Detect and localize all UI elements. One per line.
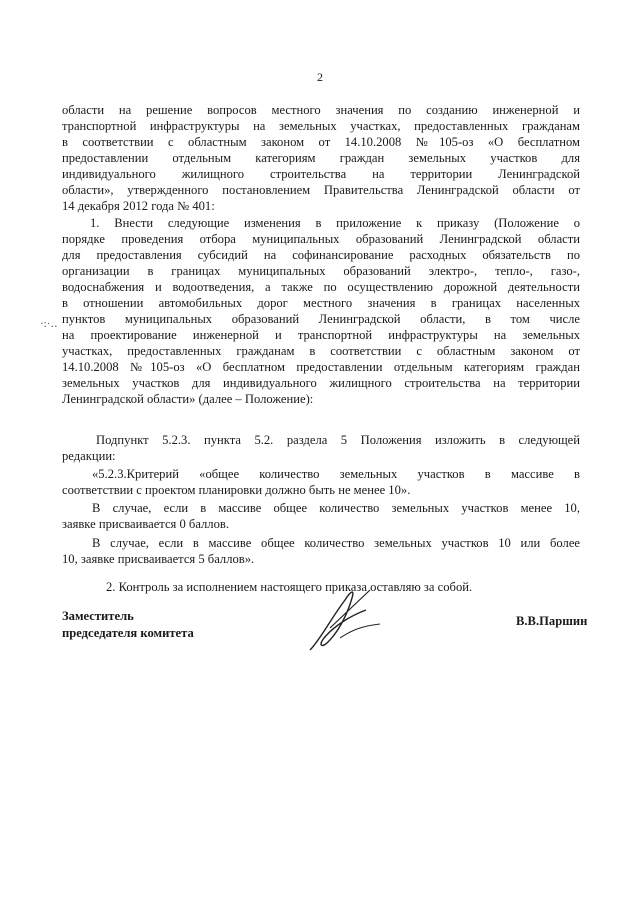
page-number: 2 (317, 70, 323, 84)
text-line: для предоставления субсидий на софинансирование расходных обязательств по (62, 248, 580, 262)
signer-title-line1: Заместитель (62, 609, 134, 623)
text-line: участках, предоставленных гражданам в соответствии с областным законом от (62, 344, 580, 358)
text-line: организации в границах муниципальных образований электро-, тепло-, газо-, (62, 264, 580, 278)
text-line: индивидуального жилищного строительства на территории Ленинградской (62, 167, 580, 181)
text-line: заявке присваивается 0 баллов. (62, 517, 229, 531)
margin-mark: ·:·‥ (40, 318, 58, 330)
signer-title (62, 608, 194, 642)
text-line: редакции: (62, 449, 116, 463)
text-line: В случае, если в массиве общее количество земельных участков 10 или более (92, 536, 580, 550)
text-line: 1. Внести следующие изменения в приложение к приказу (Положение о (90, 216, 580, 230)
text-line: Подпункт 5.2.3. пункта 5.2. раздела 5 Положения изложить в следующей (96, 433, 580, 447)
text-line: транспортной инфраструктуры на земельных участках, предоставленных гражданам (62, 119, 580, 133)
text-line: порядке проведения отбора муниципальных образований Ленинградской области (62, 232, 580, 246)
text-line: В случае, если в массиве общее количество земельных участков менее 10, (92, 501, 580, 515)
text-line: 10, заявке присваивается 5 баллов». (62, 552, 255, 566)
text-line: «5.2.3.Критерий «общее количество земельных участков в массиве в (92, 467, 580, 481)
text-line: в отношении автомобильных дорог местного значения в границах населенных (62, 296, 580, 310)
text-line: земельных участков для индивидуального жилищного строительства на территории (62, 376, 580, 390)
text-line: области на решение вопросов местного значения по созданию инженерной и (62, 103, 580, 117)
signature-icon (300, 580, 390, 660)
text-line: водоснабжения и водоотведения, а также по осуществлению дорожной деятельности (62, 280, 580, 294)
signer-name: В.В.Паршин (516, 614, 588, 628)
text-line: в соответствии с областным законом от 14.10.2008 №105-оз «О бесплатном (62, 135, 580, 149)
text-line: 14.10.2008 №105-оз «О бесплатном предоставлении отдельным категориям граждан (62, 360, 580, 374)
text-line: Ленинградской области» (далее – Положение): (62, 392, 314, 406)
text-line: на проектирование инженерной и транспортной инфраструктуры на земельных (62, 328, 580, 342)
text-line: области», утвержденного постановлением Правительства Ленинградской области от (62, 183, 580, 197)
signer-title-line2: председателя комитета (62, 626, 194, 640)
text-line: соответствии с проектом планировки должно быть не менее 10». (62, 483, 411, 497)
text-line: предоставлении отдельным категориям граждан земельных участков для (62, 151, 580, 165)
text-line: пунктов муниципальных образований Ленинградской области, в том числе (62, 312, 580, 326)
text-line: 2. Контроль за исполнением настоящего приказа оставляю за собой. (106, 580, 473, 594)
text-line: 14 декабря 2012 года № 401: (62, 199, 215, 213)
